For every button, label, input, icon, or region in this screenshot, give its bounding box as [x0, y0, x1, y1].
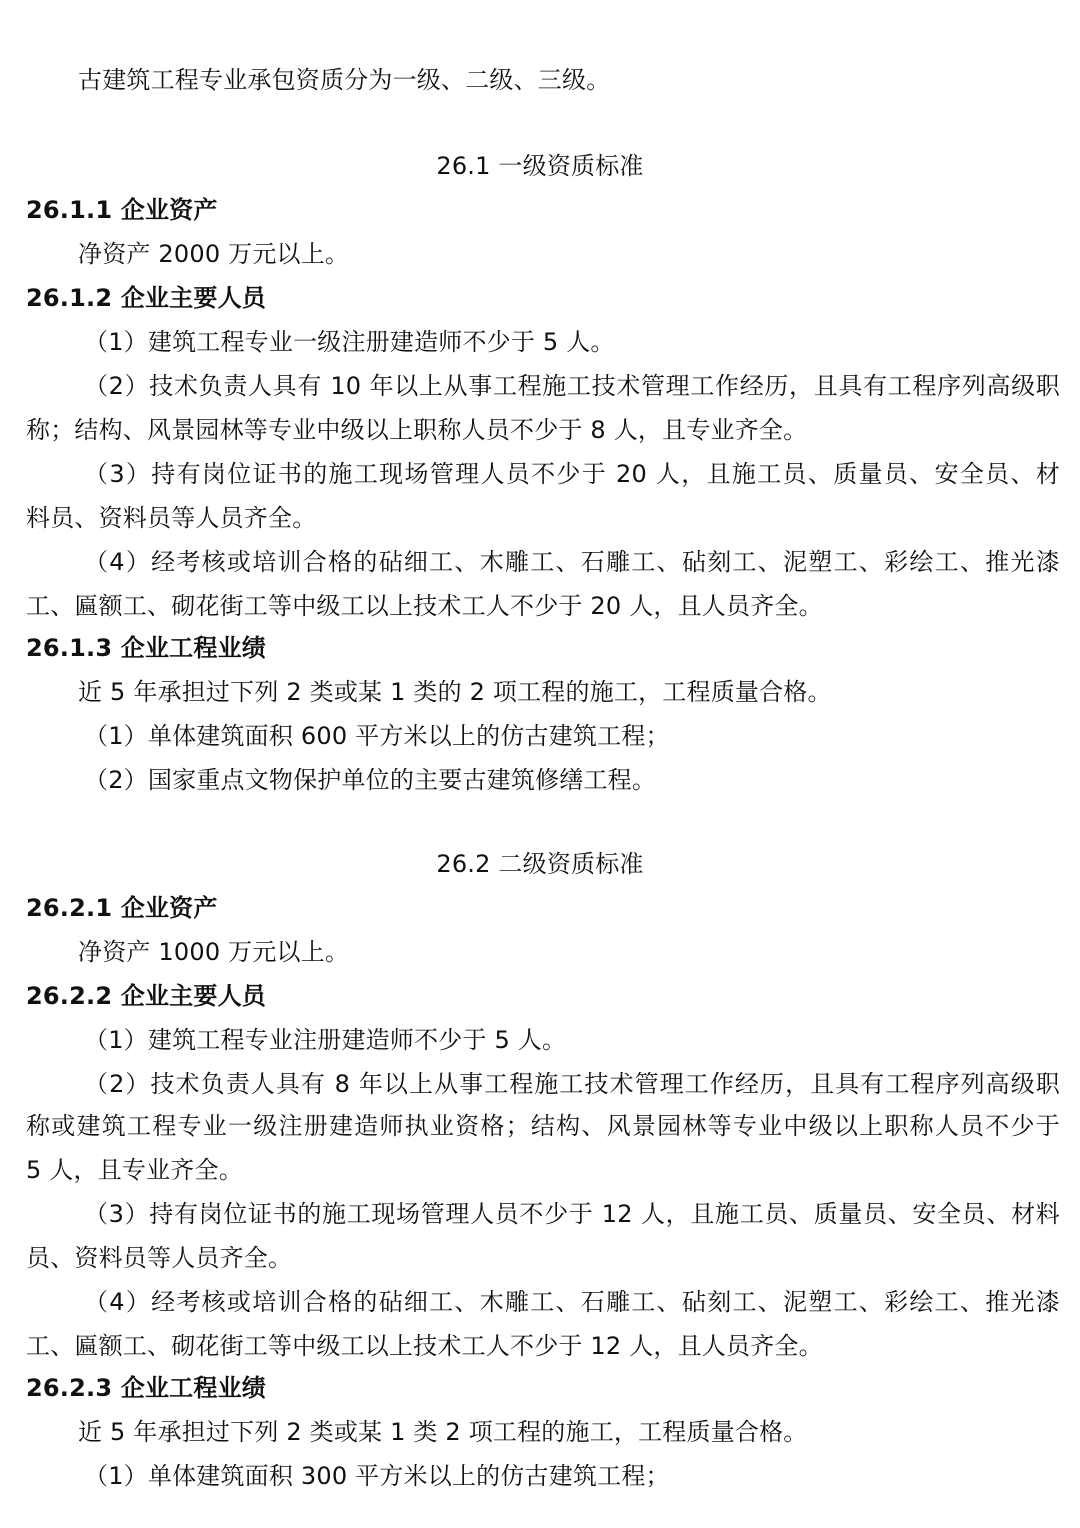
item-26-1-2-4-line1: （4）经考核或培训合格的砧细工、木雕工、石雕工、砧刻工、泥塑工、彩绘工、推光漆	[84, 548, 1060, 576]
item-26-1-2-2-line1: （2）技术负责人具有 10 年以上从事工程施工技术管理工作经历，且具有工程序列高级职	[84, 372, 1060, 400]
heading-26-1-2: 26.1.2 企业主要人员	[26, 284, 266, 312]
item-26-1-2-3-line1: （3）持有岗位证书的施工现场管理人员不少于 20 人，且施工员、质量员、安全员、材	[84, 460, 1060, 488]
intro-text: 古建筑工程专业承包资质分为一级、二级、三级。	[78, 66, 611, 94]
perf-item-26-1-3-1: （1）单体建筑面积 600 平方米以上的仿古建筑工程；	[84, 722, 670, 750]
section-title-26-1: 26.1 一级资质标准	[436, 152, 644, 180]
perf-item-26-2-3-1: （1）单体建筑面积 300 平方米以上的仿古建筑工程；	[84, 1462, 670, 1490]
perf-text-26-1-3: 近 5 年承担过下列 2 类或某 1 类的 2 项工程的施工，工程质量合格。	[78, 678, 832, 706]
item-26-1-2-1: （1）建筑工程专业一级注册建造师不少于 5 人。	[84, 328, 615, 356]
perf-text-26-2-3: 近 5 年承担过下列 2 类或某 1 类 2 项工程的施工，工程质量合格。	[78, 1418, 808, 1446]
item-26-1-2-4-line2: 工、匾额工、砌花街工等中级工以上技术工人不少于 20 人，且人员齐全。	[26, 592, 823, 620]
item-26-1-2-3-line2: 料员、资料员等人员齐全。	[26, 504, 317, 532]
item-26-2-2-2-line3: 5 人，且专业齐全。	[26, 1156, 243, 1184]
perf-item-26-1-3-2: （2）国家重点文物保护单位的主要古建筑修缮工程。	[84, 766, 657, 794]
item-26-2-2-4-line2: 工、匾额工、砌花街工等中级工以上技术工人不少于 12 人，且人员齐全。	[26, 1332, 823, 1360]
heading-26-2-1: 26.2.1 企业资产	[26, 894, 218, 922]
heading-26-1-3: 26.1.3 企业工程业绩	[26, 634, 266, 662]
item-26-2-2-4-line1: （4）经考核或培训合格的砧细工、木雕工、石雕工、砧刻工、泥塑工、彩绘工、推光漆	[84, 1288, 1060, 1316]
assets-text-26-1-1: 净资产 2000 万元以上。	[78, 240, 350, 268]
item-26-2-2-1: （1）建筑工程专业注册建造师不少于 5 人。	[84, 1026, 567, 1054]
heading-26-1-1: 26.1.1 企业资产	[26, 196, 218, 224]
heading-26-2-3: 26.2.3 企业工程业绩	[26, 1374, 266, 1402]
assets-text-26-2-1: 净资产 1000 万元以上。	[78, 938, 350, 966]
item-26-2-2-3-line2: 员、资料员等人员齐全。	[26, 1244, 293, 1272]
item-26-2-2-2-line2: 称或建筑工程专业一级注册建造师执业资格；结构、风景园林等专业中级以上职称人员不少于	[26, 1112, 1060, 1140]
item-26-2-2-3-line1: （3）持有岗位证书的施工现场管理人员不少于 12 人，且施工员、质量员、安全员、材料	[84, 1200, 1060, 1228]
section-title-26-2: 26.2 二级资质标准	[436, 850, 644, 878]
item-26-2-2-2-line1: （2）技术负责人具有 8 年以上从事工程施工技术管理工作经历，且具有工程序列高级职	[84, 1070, 1060, 1098]
heading-26-2-2: 26.2.2 企业主要人员	[26, 982, 266, 1010]
item-26-1-2-2-line2: 称；结构、风景园林等专业中级以上职称人员不少于 8 人，且专业齐全。	[26, 416, 808, 444]
